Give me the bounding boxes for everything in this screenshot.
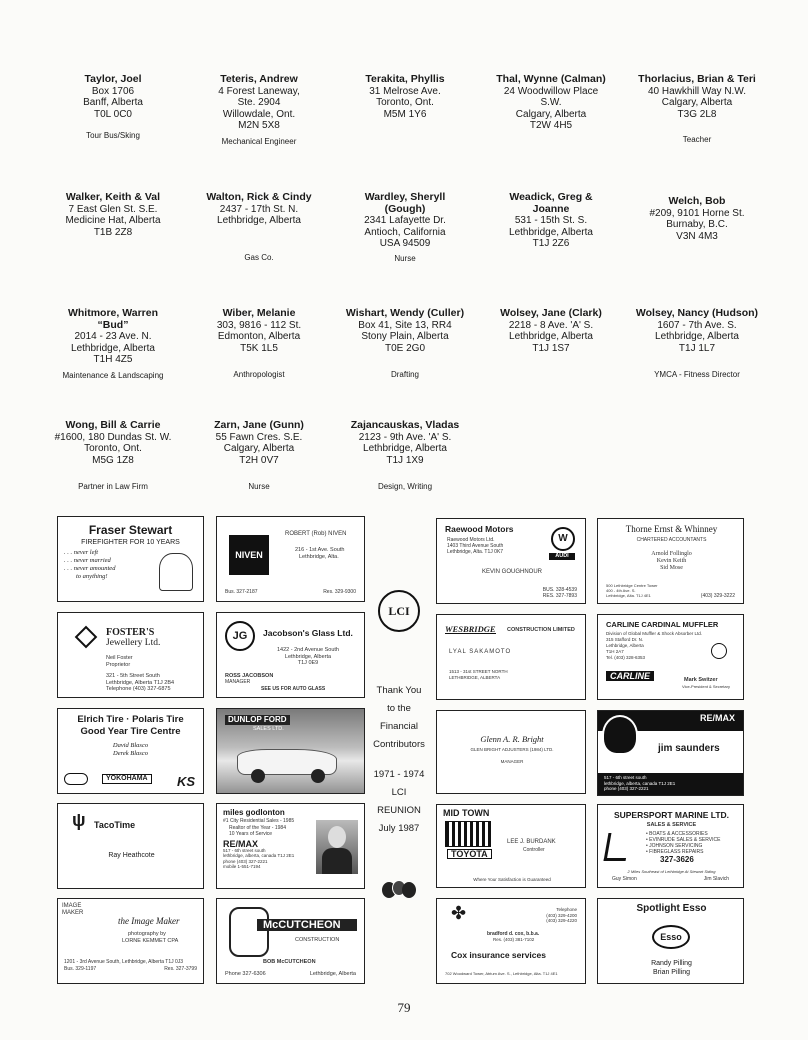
card-tacotime: ψ TacoTime Ray Heathcote: [57, 803, 204, 889]
entry-row-2: [40, 192, 770, 264]
maple-leaf-icon: ✤: [451, 903, 467, 923]
card-carline-muffler: CARLINE CARDINAL MUFFLER Division of Global Muffler & Shock Absorber Ltd. 315 Stafford Dr. N. Lethbridge, Alberta T1H 2A7 Tel. (403) 328-6353 CARLINE Mark Switzer Vice-President & Secretary: [597, 614, 744, 700]
directory-entry: Walton, Rick & Cindy 2437 - 17th St. N. Lethbridge, Alberta Gas Co.: [206, 191, 312, 262]
card-thorne-ernst-whinney: Thorne Ernst & Whinney CHARTERED ACCOUNTANTS Arnold Follinglo Kevin Keith Sid Mose 500 Lethbridge Centre Tower 400 - 4th Ave. S. Lethbridge, Alta. T1J 4E1 (403) 329-3222: [597, 518, 744, 604]
entry-row-3: [40, 308, 770, 381]
card-cox-insurance: ✤ Telephone (403) 329-4200 (403) 329-4220 bradford d. cox, b.b.a. Res. (403) 381-7102 Cox insurance services 702 Woodward Tower, Atrium Ave. S., Lethbridge, Alta. T1J 4E1: [436, 898, 586, 984]
directory-entry: Teteris, Andrew 4 Forest Laneway, Ste. 2904 Willowdale, Ont. M2N 5X8 Mechanical Engineer: [218, 73, 300, 146]
building-icon: [445, 821, 491, 847]
faces-logo: [382, 878, 416, 902]
directory-entry: Wolsey, Jane (Clark) 2218 - 8 Ave. 'A' S. Lethbridge, Alberta T1J 1S7: [500, 307, 602, 354]
tacotime-logo-icon: ψ: [72, 810, 86, 830]
directory-entry: Welch, Bob #209, 9101 Horne St. Burnaby, B.C. V3N 4M3: [649, 195, 745, 242]
globe-icon: [711, 643, 727, 659]
card-fraser-stewart: Fraser Stewart FIREFIGHTER FOR 10 YEARS . . . never left . . . never married . . . never amounted to anything!: [57, 516, 204, 602]
directory-entry: Thorlacius, Brian & Teri 40 Hawkhill Way N.W. Calgary, Alberta T3G 2L8 Teacher: [638, 73, 756, 144]
remax-balloon-icon: [602, 715, 638, 755]
page-number: 79: [397, 1000, 411, 1015]
directory-entry: Wiber, Melanie 303, 9816 - 112 St. Edmonton, Alberta T5K 1L5 Anthropologist: [216, 307, 302, 379]
directory-entry: Wishart, Wendy (Culler) Box 41, Site 13, RR4 Stony Plain, Alberta T0E 2G0 Drafting: [345, 307, 465, 379]
directory-entry: Whitmore, Warren “Bud” 2014 - 23 Ave. N. Lethbridge, Alberta T1H 4Z5 Maintenance & Landscaping: [62, 307, 164, 380]
firefighter-cartoon-icon: [159, 553, 193, 591]
directory-entry: Zajancauskas, Vladas 2123 - 9th Ave. 'A' S. Lethbridge, Alberta T1J 1X9 Design, Writing: [350, 419, 460, 491]
directory-entry: Terakita, Phyllis 31 Melrose Ave. Toronto, Ont. M5M 1Y6: [365, 73, 445, 120]
card-midtown-toyota: MID TOWN TOYOTA LEE J. BURDANK Controller Where Your Satisfaction is Guaranteed: [436, 804, 586, 888]
directory-entry: Wolsey, Nancy (Hudson) 1607 - 7th Ave. S. Lethbridge, Alberta T1J 1L7 YMCA - Fitness Director: [635, 307, 759, 379]
card-glenn-bright: Glenn A. R. Bright GLEN BRIGHT ADJUSTERS (1984) LTD. MANAGER: [436, 710, 586, 794]
entry-row-1: [40, 74, 770, 147]
miles-portrait-photo: [316, 820, 358, 874]
card-wesbridge: WESBRIDGE CONSTRUCTION LIMITED LYAL SAKAMOTO 1513 - 31st STREET NORTH LETHBRIDGE, ALBERTA: [436, 614, 586, 700]
card-fosters-jewellery: FOSTER'S Jewellery Ltd. Neil Foster Proprietor 321 - 5th Street South Lethbridge, Alberta T1J 2B4 Telephone (403) 327-6875: [57, 612, 204, 698]
directory-entry: Wardley, Sheryll (Gough) 2341 Lafayette Dr. Antioch, California USA 94509 Nurse: [364, 191, 446, 263]
card-supersport-marine: SUPERSPORT MARINE LTD. SALES & SERVICE • BOATS & ACCESSORIES • EVINRUDE SALES & SERVICE • JOHNSON SERVICING • FIBREGLASS REPAIRS 327-3626 2 Miles Southeast of Lethbridge At Stewart Siding Guy Simon Jim Slavich: [597, 804, 744, 888]
goodyear-icon: [64, 773, 88, 785]
card-miles-godlonton: miles godlonton #1 City Residential Sales - 1985 Realtor of the Year - 1984 10 Years of Service RE/MAX 517 - 6th street south lethbridge, alberta, canada T1J 2E1 phone (403) 327-2221 mobile 1-551-7194: [216, 803, 365, 889]
card-remax-jim-saunders: RE/MAX jim saunders 517 - 6th street south lethbridge, alberta, canada T1J 2E1 phone (403) 327-2221: [597, 710, 744, 796]
directory-entry: Thal, Wynne (Calman) 24 Woodwillow Place S.W. Calgary, Alberta T2W 4H5: [496, 73, 606, 131]
niven-logo: NIVEN: [229, 535, 269, 575]
ks-logo-icon: KS: [176, 774, 195, 789]
directory-entry: Taylor, Joel Box 1706 Banff, Alberta T0L 0C0 Tour Bus/Sking: [83, 73, 143, 140]
card-image-maker: IMAGE MAKER the Image Maker photography by LORNE KEMMET CPA 1201 - 3rd Avenue South, Lethbridge, Alberta T1J 0J3 Bus. 329-1197 Res. 327-3799: [57, 898, 204, 984]
card-raewood-motors: Raewood Motors Raewood Motors Ltd. 1403 Third Avenue South Lethbridge, Alta. T1J 0K7 W AUDI KEVIN GOUGHNOUR BUS. 328-4539 RES. 327-7893: [436, 518, 586, 604]
card-jacobsons-glass: JG Jacobson's Glass Ltd. 1422 - 2nd Avenue South Lethbridge, Alberta T1J 0E9 ROSS JACOBSON MANAGER SEE US FOR AUTO GLASS: [216, 612, 365, 698]
esso-logo: Esso: [652, 925, 690, 949]
directory-entry: Weadick, Greg & Joanne 531 - 15th St. S. Lethbridge, Alberta T1J 2Z6: [509, 191, 593, 249]
card-elrich-tire: Elrich Tire · Polaris Tire Good Year Tire Centre David Blasco Derek Blasco YOKOHAMA KS: [57, 708, 204, 794]
jg-logo-icon: JG: [225, 621, 255, 651]
mccutcheon-emblem-icon: [229, 907, 269, 957]
card-dunlop-ford: DUNLOP FORD SALES LTD.: [216, 708, 365, 794]
fosters-diamond-icon: [75, 626, 98, 649]
card-niven: NIVEN ROBERT (Rob) NIVEN 216 - 1st Ave. South Lethbridge, Alta. Bus. 327-2187 Res. 329-9300: [216, 516, 365, 602]
entry-row-4: [40, 420, 770, 493]
directory-entry: Wong, Bill & Carrie #1600, 180 Dundas St. W. Toronto, Ont. M5G 1Z8 Partner in Law Firm: [54, 419, 172, 491]
image-maker-logo: IMAGE MAKER: [62, 903, 84, 916]
vw-logo-icon: W: [551, 527, 575, 551]
directory-entry: Walker, Keith & Val 7 East Glen St. S.E. Medicine Hat, Alberta T1B 2Z8: [65, 191, 161, 238]
lci-logo: LCI: [378, 590, 420, 632]
boat-icon: [604, 833, 631, 861]
directory-entry: Zarn, Jane (Gunn) 55 Fawn Cres. S.E. Calgary, Alberta T2H 0V7 Nurse: [214, 419, 304, 491]
card-mccutcheon: McCUTCHEON CONSTRUCTION BOB McCUTCHEON Phone 327-6306 Lethbridge, Alberta: [216, 898, 365, 984]
card-spotlight-esso: Spotlight Esso Esso Randy Pilling Brian Pilling: [597, 898, 744, 984]
thank-you-text: Thank You to the Financial Contributors 1971 - 1974 LCI REUNION July 1987: [373, 685, 425, 834]
